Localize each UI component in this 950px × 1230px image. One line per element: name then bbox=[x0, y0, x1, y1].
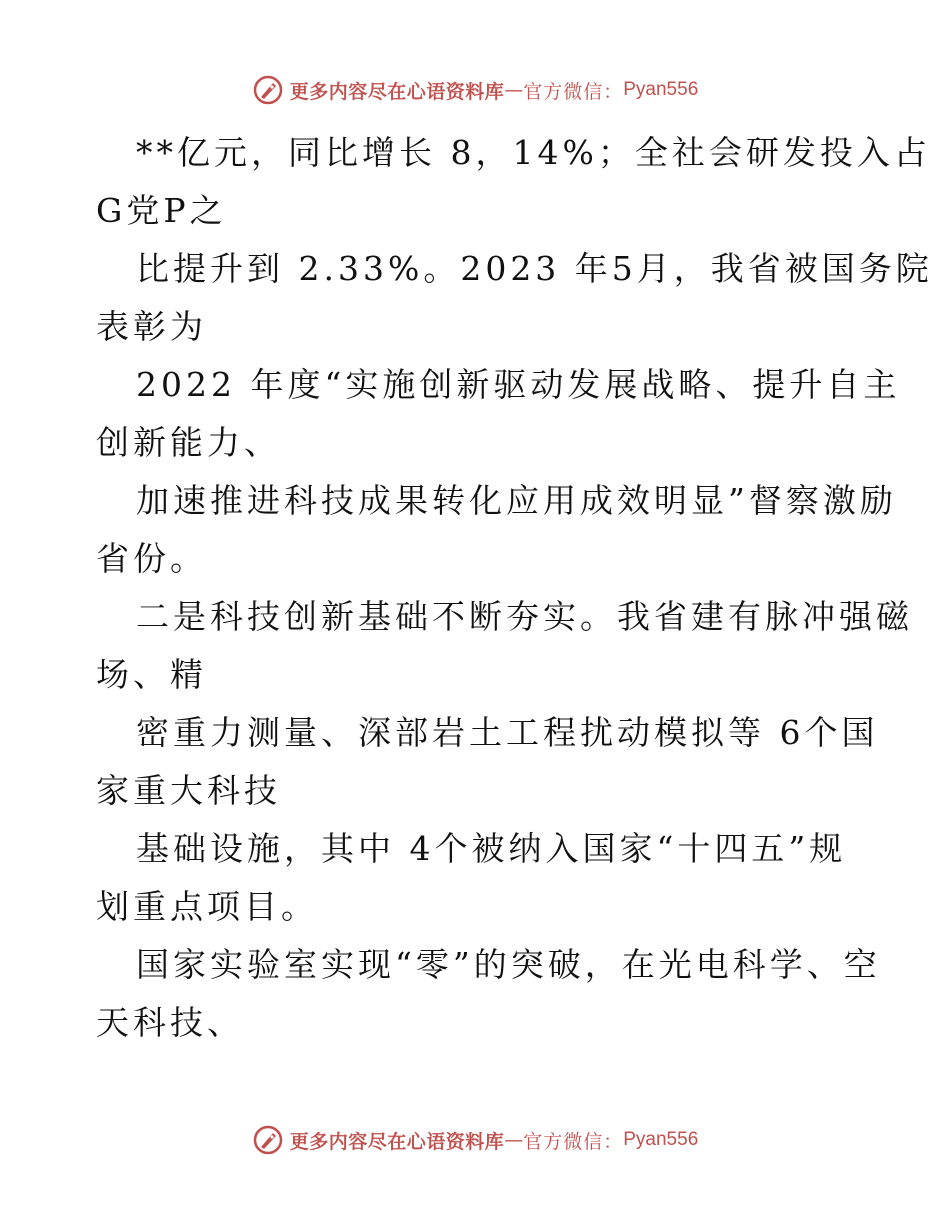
footer-watermark bbox=[0, 1122, 950, 1158]
watermark-handle: Pyan556 bbox=[623, 79, 699, 100]
body-line: 天科技、 bbox=[96, 1003, 244, 1042]
body-line: 家重大科技 bbox=[96, 771, 281, 810]
watermark-handle: Pyan556 bbox=[623, 1129, 699, 1150]
body-line: 密重力测量、深部岩土工程扰动模拟等 6个国 bbox=[136, 713, 879, 752]
header-watermark bbox=[0, 72, 950, 108]
watermark-wechat-label: 官方微信： bbox=[523, 1130, 624, 1153]
pen-nib-logo-icon bbox=[252, 74, 284, 106]
body-line: 省份。 bbox=[96, 539, 207, 578]
body-line: 场、精 bbox=[96, 655, 207, 694]
body-line: 国家实验室实现“零”的突破，在光电科学、空 bbox=[136, 945, 881, 984]
body-line: G党P之 bbox=[96, 191, 227, 230]
watermark-wechat-label: 官方微信： bbox=[523, 80, 624, 103]
body-line: 划重点项目。 bbox=[96, 887, 318, 926]
body-line: 基础设施，其中 4个被纳入国家“十四五”规 bbox=[136, 829, 847, 868]
body-line: **亿元，同比增长 8，14%；全社会研发投入占 bbox=[136, 133, 931, 172]
watermark-title: 更多内容尽在心语资料库 bbox=[289, 80, 505, 103]
body-line: 创新能力、 bbox=[96, 423, 281, 462]
body-line: 2022 年度“实施创新驱动发展战略、提升自主 bbox=[136, 365, 901, 404]
watermark-separator: — bbox=[504, 1129, 524, 1151]
body-line: 加速推进科技成果转化应用成效明显”督察激励 bbox=[136, 481, 897, 520]
body-line: 二是科技创新基础不断夯实。我省建有脉冲强磁 bbox=[136, 597, 913, 636]
watermark-title: 更多内容尽在心语资料库 bbox=[289, 1130, 505, 1153]
body-line: 表彰为 bbox=[96, 307, 207, 346]
pen-nib-logo-icon bbox=[252, 1124, 284, 1156]
document-body bbox=[96, 124, 933, 1052]
body-line: 比提升到 2.33%。2023 年5月，我省被国务院 bbox=[136, 249, 933, 288]
watermark-separator: — bbox=[504, 79, 524, 101]
